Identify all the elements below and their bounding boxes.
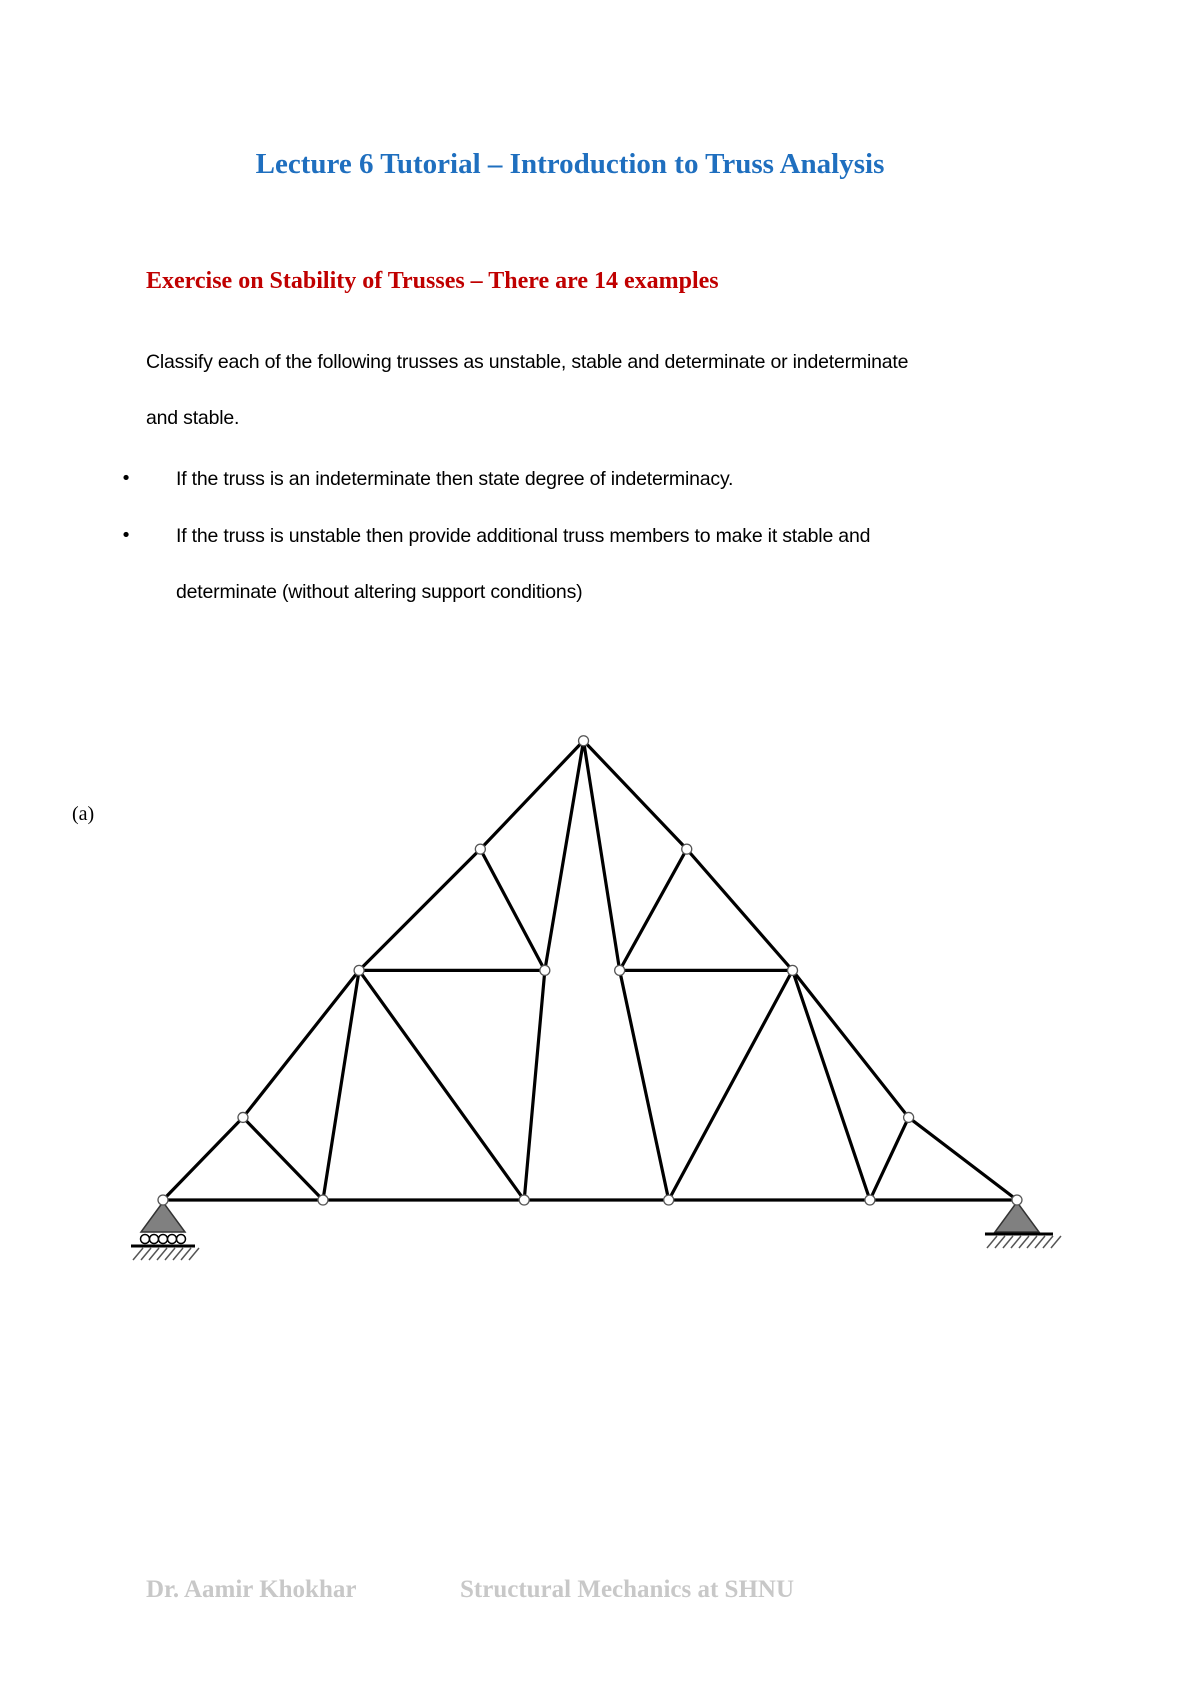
truss-member-LE	[793, 970, 870, 1200]
truss-joint-E	[865, 1195, 875, 1205]
truss-member-MF	[909, 1117, 1017, 1200]
truss-member-KL	[687, 849, 793, 970]
truss-joint-M	[904, 1112, 914, 1122]
bullet-text: If the truss is an indeterminate then state degree of indeterminacy.	[176, 468, 734, 490]
truss-member-AG	[163, 1117, 243, 1200]
truss-member-GB	[243, 1117, 323, 1200]
instructions-line-1: Classify each of the following trusses as unstable, stable and determinate or indeterminate	[146, 351, 909, 373]
footer-course: Structural Mechanics at SHNU	[460, 1576, 794, 1603]
truss-member-LM	[793, 970, 909, 1117]
truss-member-HC	[359, 970, 524, 1200]
roller-wheel	[141, 1235, 150, 1244]
roller-wheel	[177, 1235, 186, 1244]
roller-support-hatch	[157, 1248, 167, 1260]
pin-support-hatch	[987, 1236, 997, 1248]
roller-support-hatch	[133, 1248, 143, 1260]
pin-support-hatch	[1027, 1236, 1037, 1248]
truss-joint-I	[475, 844, 485, 854]
truss-joint-F	[1012, 1195, 1022, 1205]
truss-joint-H	[354, 965, 364, 975]
truss-member-HI	[359, 849, 480, 970]
roller-wheel	[159, 1235, 168, 1244]
bullet-text-line-1: If the truss is unstable then provide additional truss members to make it stable and	[176, 525, 871, 547]
section-heading: Exercise on Stability of Trusses – There are 14 examples	[146, 268, 719, 294]
roller-support-hatch	[141, 1248, 151, 1260]
pin-support-triangle	[995, 1202, 1039, 1232]
truss-member-KO	[620, 849, 687, 970]
truss-joint-K	[682, 844, 692, 854]
pin-support-hatch	[995, 1236, 1005, 1248]
footer-author: Dr. Aamir Khokhar	[146, 1576, 357, 1603]
truss-joint-J	[579, 736, 589, 746]
truss-joint-C	[519, 1195, 529, 1205]
pin-support-hatch	[1019, 1236, 1029, 1248]
truss-member-GH	[243, 970, 359, 1117]
roller-wheel	[150, 1235, 159, 1244]
truss-joint-L	[788, 965, 798, 975]
truss-joint-G	[238, 1112, 248, 1122]
roller-support-hatch	[189, 1248, 199, 1260]
roller-support-hatch	[165, 1248, 175, 1260]
bullet-icon: •	[120, 525, 132, 546]
roller-support-hatch	[149, 1248, 159, 1260]
truss-joint-O	[615, 965, 625, 975]
truss-member-IN	[480, 849, 545, 970]
bullet-icon: •	[120, 468, 132, 489]
truss-member-NC	[524, 970, 545, 1200]
truss-member-LD	[669, 970, 793, 1200]
roller-support-hatch	[181, 1248, 191, 1260]
truss-member-ME	[870, 1117, 909, 1200]
truss-joint-D	[664, 1195, 674, 1205]
truss-joint-B	[318, 1195, 328, 1205]
truss-joint-A	[158, 1195, 168, 1205]
roller-wheel	[168, 1235, 177, 1244]
truss-member-HB	[323, 970, 359, 1200]
truss-member-OD	[620, 970, 669, 1200]
pin-support-hatch	[1051, 1236, 1061, 1248]
roller-support-hatch	[173, 1248, 183, 1260]
truss-joint-N	[540, 965, 550, 975]
instructions-line-2: and stable.	[146, 407, 240, 429]
pin-support-hatch	[1011, 1236, 1021, 1248]
pin-support-hatch	[1035, 1236, 1045, 1248]
pin-support-hatch	[1043, 1236, 1053, 1248]
pin-support-hatch	[1003, 1236, 1013, 1248]
figure-label: (a)	[72, 803, 95, 825]
page-title: Lecture 6 Tutorial – Introduction to Truss Analysis	[255, 148, 885, 180]
roller-support-triangle	[141, 1202, 185, 1232]
bullet-text-line-2: determinate (without altering support conditions)	[176, 581, 583, 603]
